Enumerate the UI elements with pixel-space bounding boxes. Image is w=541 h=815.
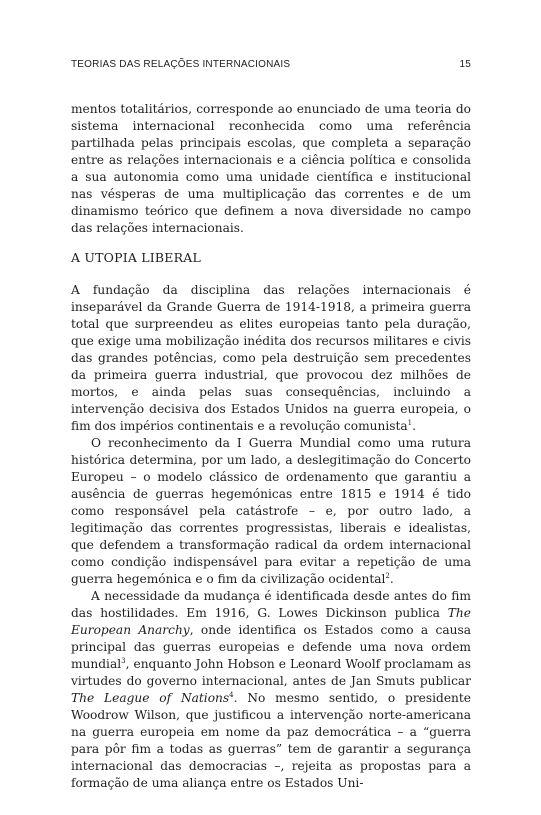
paragraph-3-text-a: A necessidade da mudança é identificada desde antes do fim das hostilidades. Em 1916, G. Lowes Dickinson publica: [71, 589, 471, 620]
carryover-paragraph: [71, 101, 471, 237]
paragraph-3-text-c: , enquanto John Hobson e Leonard Woolf proclamam as virtudes do governo internacional, antes de Jan Smuts publicar: [71, 657, 471, 688]
paragraph-2-text: O reconhecimento da I Guerra Mundial como uma rutura histórica determina, por um lado, a deslegitimação do Concerto Europeu – o modelo clássico de ordenamento que garantiu a ausência de guerras hegemónicas entre 1815 e 1914 é tido como responsável pela catástrofe – e, por outro lado, a legitimação das correntes progressistas, liberais e idealistas, que defendem a transformação radical da ordem internacional como condição indispensável para evitar a repetição de uma guerra hegemónica e o fim da civilização ocidental: [71, 436, 471, 586]
paragraph-1-text: A fundação da disciplina das relações internacionais é inseparável da Grande Guerra de 1914-1918, a primeira guerra total que surpreendeu as elites europeias tanto pela duração, que exige uma mobilização inédita dos recursos militares e civis das grandes potências, como pela destruição sem precedentes da primeira guerra industrial, que provocou dez milhões de mortos, e ainda pelas suas consequências, incluindo a intervenção decisiva dos Estados Unidos na guerra europeia, o fim dos impérios continentais e a revolução comunista: [71, 283, 471, 433]
footnote-ref-1[interactable]: 1: [407, 418, 413, 427]
paragraph-3: [71, 588, 471, 792]
paragraph-2: [71, 435, 471, 588]
paragraph-3-text-d: . No mesmo sentido, o presidente Woodrow Wilson, que justificou a intervenção norte-americana na guerra europeia em nome da paz democrática – a “guerra para pôr fim a todas as guerras” tem de garantir a segurança internacional das democracias –, rejeita as propostas para a formação de uma aliança entre os Estados Uni-: [71, 691, 471, 790]
section-heading: A UTOPIA LIBERAL: [71, 250, 201, 265]
paragraph-1: [71, 282, 471, 435]
footnote-ref-3[interactable]: 3: [121, 656, 126, 665]
book-title-european-anarchy: The European Anarchy: [71, 606, 471, 637]
paragraph-3-text-b: , onde identifica os Estados como a causa principal das guerras europeias e defende uma nova ordem mundial: [71, 623, 471, 671]
section-body: [71, 282, 471, 792]
footnote-ref-4[interactable]: 4: [229, 690, 234, 699]
paragraph-2-end: .: [389, 572, 394, 586]
book-title-league-of-nations: The League of Nations: [71, 691, 230, 705]
page-number: 15: [459, 59, 471, 70]
paragraph-text: mentos totalitários, corresponde ao enunciado de uma teoria do sistema internacional reconhecida como uma referência partilhada pelas principais escolas, que completa a separação entre as relações internacionais e a ciência política e consolida a sua autonomia como uma unidade científica e institucional nas vésperas de uma multiplicação das correntes e de um dinamismo teórico que definem a nova diversidade no campo das relações internacionais.: [71, 102, 471, 235]
paragraph-1-end: .: [412, 419, 417, 433]
running-header: [71, 59, 471, 70]
running-title: TEORIAS DAS RELAÇÕES INTERNACIONAIS: [71, 59, 291, 70]
footnote-ref-2[interactable]: 2: [385, 571, 390, 580]
